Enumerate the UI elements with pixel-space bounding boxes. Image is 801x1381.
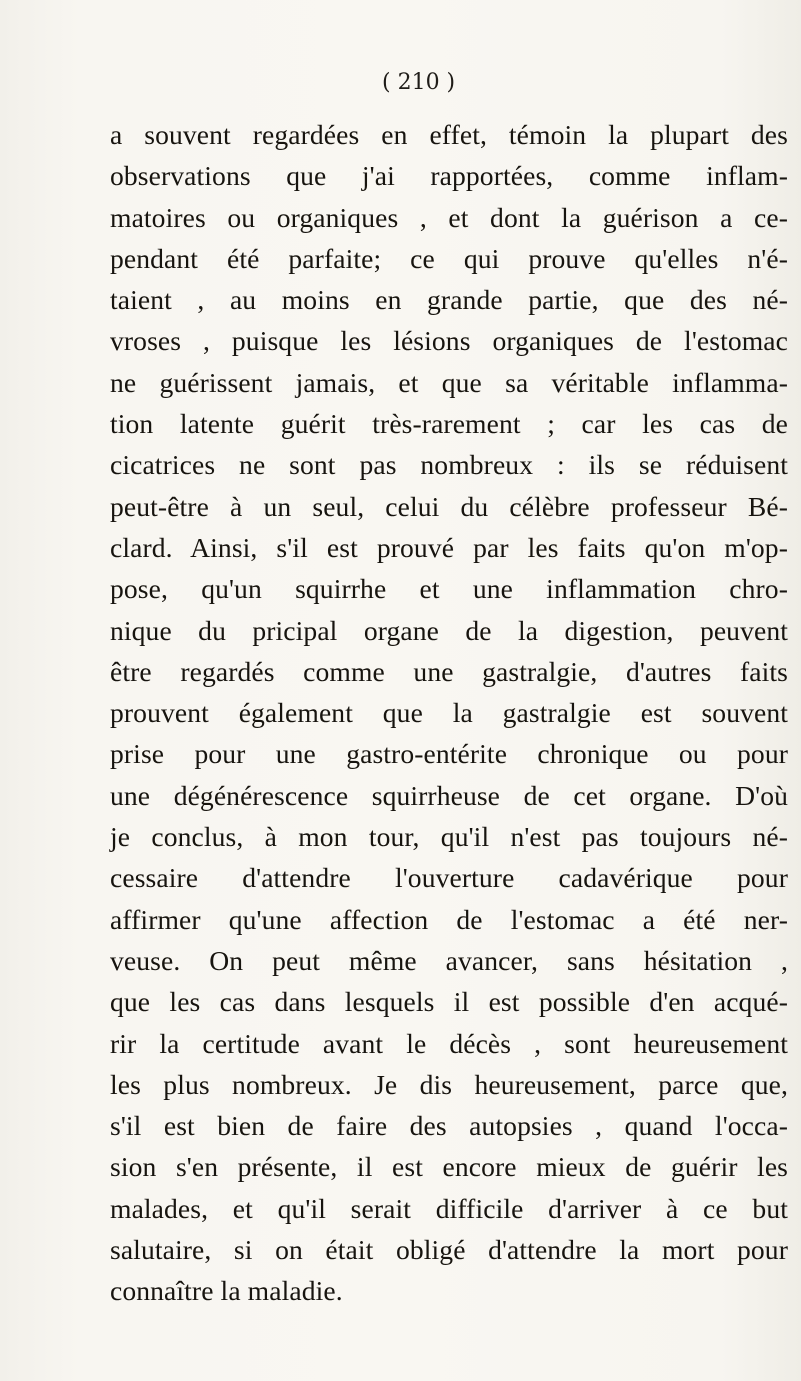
text-line: tion latente guérit très-rarement ; car les cas de: [110, 408, 788, 440]
text-line: connaître la maladie.: [110, 1275, 343, 1307]
text-line: matoires ou organiques , et dont la guérison a ce-: [110, 201, 788, 233]
text-line: vroses , puisque les lésions organiques de l'estomac: [110, 325, 788, 357]
text-line: cicatrices ne sont pas nombreux : ils se réduisent: [110, 449, 788, 481]
text-line: veuse. On peut même avancer, sans hésitation ,: [110, 944, 788, 976]
text-line: ne guérissent jamais, et que sa véritable inflamma-: [110, 366, 788, 398]
page-text: [110, 114, 788, 1312]
text-line: peut-être à un seul, celui du célèbre professeur Bé-: [110, 490, 788, 522]
text-line: a souvent regardées en effet, témoin la plupart des: [110, 119, 788, 150]
text-line: nique du pricipal organe de la digestion, peuvent: [110, 614, 788, 646]
page-number: ( 210 ): [382, 70, 456, 95]
text-line: que les cas dans lesquels il est possible d'en acqué-: [110, 986, 788, 1018]
text-line: prouvent également que la gastralgie est souvent: [110, 697, 788, 729]
text-line: malades, et qu'il serait difficile d'arriver à ce but: [110, 1192, 788, 1224]
text-line: clard. Ainsi, s'il est prouvé par les faits qu'on m'op-: [110, 531, 788, 563]
text-line: rir la certitude avant le décès , sont heureusement: [110, 1027, 788, 1059]
text-line: cessaire d'attendre l'ouverture cadavérique pour: [110, 862, 788, 894]
text-line: pendant été parfaite; ce qui prouve qu'elles n'é-: [110, 242, 788, 274]
text-line: salutaire, si on était obligé d'attendre la mort pour: [110, 1234, 788, 1266]
text-line: prise pour une gastro-entérite chronique ou pour: [110, 738, 788, 770]
text-line: sion s'en présente, il est encore mieux de guérir les: [110, 1151, 788, 1183]
text-line: affirmer qu'une affection de l'estomac a été ner-: [110, 903, 788, 935]
text-line: les plus nombreux. Je dis heureusement, parce que,: [110, 1068, 788, 1100]
text-line: observations que j'ai rapportées, comme inflam-: [110, 160, 788, 192]
text-line: taient , au moins en grande partie, que des né-: [110, 284, 788, 316]
text-line: pose, qu'un squirrhe et une inflammation chro-: [110, 573, 788, 605]
text-line: je conclus, à mon tour, qu'il n'est pas toujours né-: [110, 821, 788, 853]
text-line: s'il est bien de faire des autopsies , quand l'occa-: [110, 1110, 788, 1142]
text-line: être regardés comme une gastralgie, d'autres faits: [110, 655, 788, 687]
text-line: une dégénérescence squirrheuse de cet organe. D'où: [110, 779, 788, 811]
